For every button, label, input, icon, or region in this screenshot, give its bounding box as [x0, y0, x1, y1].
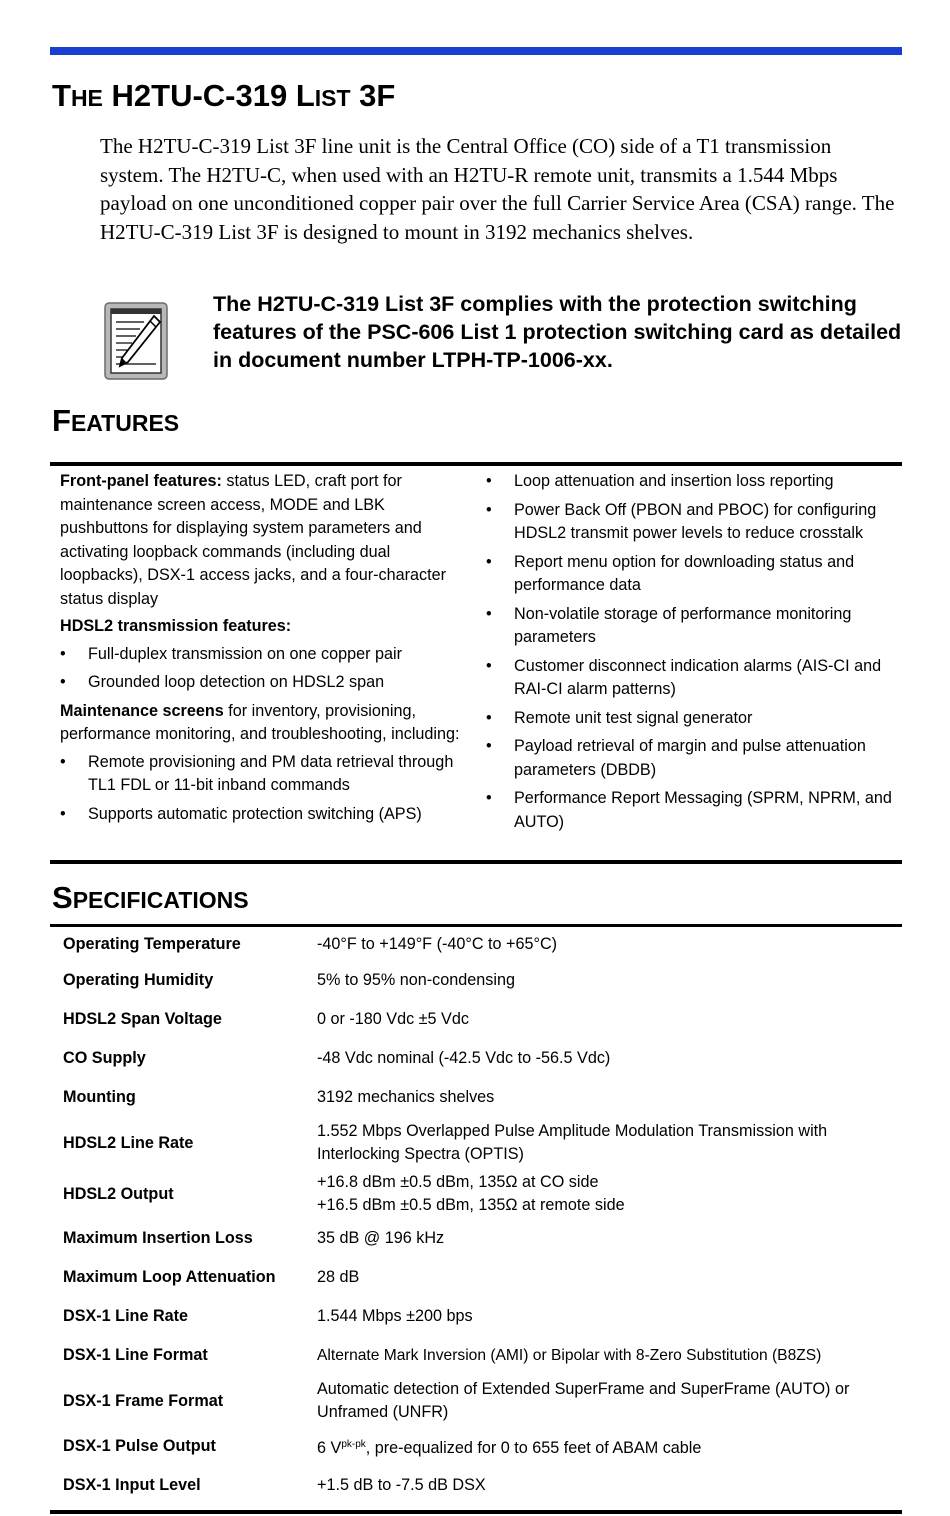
- specifications-heading: SPECIFICATIONS: [52, 880, 249, 915]
- list-item: • Performance Report Messaging (SPRM, NPRM, and AUTO): [486, 789, 892, 831]
- hdsl2-features-label: HDSL2 transmission features:: [60, 617, 292, 635]
- table-row: Maximum Loop Attenuation 28 dB: [63, 1268, 360, 1286]
- features-top-rule: [50, 462, 902, 466]
- table-row: Mounting 3192 mechanics shelves: [63, 1088, 495, 1106]
- specifications-bottom-rule: [50, 1510, 902, 1514]
- specifications-top-rule: [50, 924, 902, 927]
- table-row: DSX-1 Pulse Output 6 $V^{pk-pk}$, pre-equalized for 0 to 655 feet of ABAM cable: [63, 1437, 702, 1457]
- top-accent-bar: [50, 47, 902, 55]
- list-item: • Power Back Off (PBON and PBOC) for configuring HDSL2 transmit power levels to reduce crosstalk: [486, 500, 877, 542]
- list-item: • Customer disconnect indication alarms (AIS-CI and RAI-CI alarm patterns): [486, 656, 882, 698]
- intro-paragraph: The H2TU-C-319 List 3F line unit is the Central Office (CO) side of a T1 transmission system. The H2TU-C, when used with an H2TU-R remote unit, transmits a 1.544 Mbps payload on one unconditioned copper pair over the full Carrier Service Area (CSA) range. The H2TU-C-319 List 3F is designed to mount in 3192 mechanics shelves.: [100, 134, 895, 244]
- table-row: Maximum Insertion Loss 35 dB @ 196 kHz: [63, 1229, 445, 1247]
- table-row: DSX-1 Line Format Alternate Mark Inversion (AMI) or Bipolar with 8-Zero Substitution (B8ZS): [63, 1346, 822, 1364]
- features-left-column: [60, 470, 470, 831]
- table-row: Operating Humidity 5% to 95% non-condensing: [63, 971, 515, 989]
- front-panel-features: Front-panel features: status LED, craft port for maintenance screen access, MODE and LBK pushbuttons for displaying system parameters and activating loopback commands (including dual loopbacks), DSX-1 access jacks, and a four-character status display: [60, 472, 446, 608]
- list-item: • Remote unit test signal generator: [486, 708, 753, 727]
- table-row: DSX-1 Frame Format Automatic detection of Extended SuperFrame and SuperFrame (AUTO) or Unframed (UNFR): [63, 1380, 850, 1421]
- table-row: CO Supply -48 Vdc nominal (-42.5 Vdc to -56.5 Vdc): [63, 1049, 611, 1067]
- features-right-column: [486, 470, 902, 839]
- list-item: • Non-volatile storage of performance monitoring parameters: [486, 604, 852, 646]
- table-row: HDSL2 Line Rate 1.552 Mbps Overlapped Pulse Amplitude Modulation Transmission with Interlocking Spectra (OPTIS): [63, 1122, 828, 1163]
- features-bottom-rule: [50, 860, 902, 864]
- table-row: Operating Temperature -40°F to +149°F (-40°C to +65°C): [63, 935, 558, 953]
- features-heading: FEATURES: [52, 403, 180, 438]
- list-item: • Report menu option for downloading status and performance data: [486, 552, 855, 594]
- list-item: • Remote provisioning and PM data retrieval through TL1 FDL or 11-bit inband commands: [60, 752, 454, 794]
- maintenance-screens: Maintenance screens for inventory, provisioning, performance monitoring, and troubleshooting, including:: [60, 701, 460, 743]
- maintenance-feature-list: [60, 751, 470, 827]
- right-feature-list: [486, 470, 902, 834]
- page-title: THE H2TU-C-319 LIST 3F: [52, 78, 396, 113]
- table-row: DSX-1 Line Rate 1.544 Mbps ±200 bps: [63, 1307, 473, 1325]
- specifications-table: [52, 928, 900, 1504]
- list-item: • Loop attenuation and insertion loss reporting: [486, 472, 834, 490]
- note-pad-pencil-icon: [104, 302, 168, 380]
- table-row: HDSL2 Output +16.8 dBm ±0.5 dBm, 135Ω at CO side +16.5 dBm ±0.5 dBm, 135Ω at remote side: [63, 1173, 625, 1214]
- list-item: • Payload retrieval of margin and pulse attenuation parameters (DBDB): [486, 737, 866, 779]
- protection-switching-note: The H2TU-C-319 List 3F complies with the protection switching features of the PSC-606 List 1 protection switching card as detailed in document number LTPH-TP-1006-xx.: [213, 292, 902, 372]
- list-item: • Grounded loop detection on HDSL2 span: [60, 673, 385, 691]
- table-row: HDSL2 Span Voltage 0 or -180 Vdc ±5 Vdc: [63, 1010, 469, 1028]
- hdsl2-feature-list: [60, 643, 470, 695]
- table-row: DSX-1 Input Level +1.5 dB to -7.5 dB DSX: [63, 1475, 486, 1494]
- list-item: • Supports automatic protection switching (APS): [60, 804, 422, 823]
- list-item: • Full-duplex transmission on one copper pair: [60, 644, 403, 663]
